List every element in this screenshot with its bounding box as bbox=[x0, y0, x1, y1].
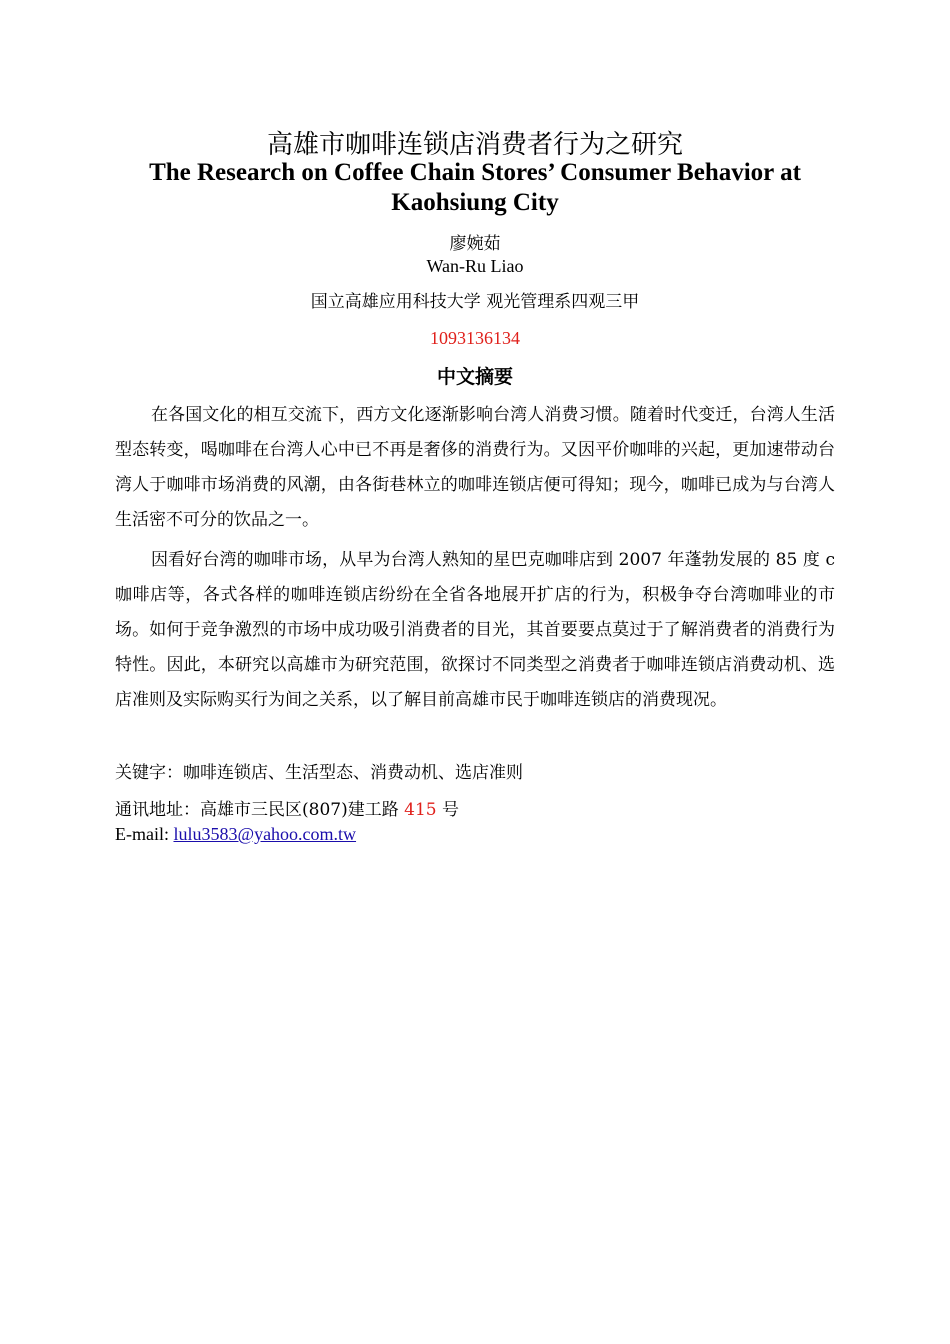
abstract-paragraph-2: 因看好台湾的咖啡市场，从早为台湾人熟知的星巴克咖啡店到 2007 年蓬勃发展的 85 度 c 咖啡店等，各式各样的咖啡连锁店纷纷在全省各地展开扩店的行为，积极争夺台湾咖啡业的市场。如何于竞争激烈的市场中成功吸引消费者的目光，其首要要点莫过于了解消费者的消费行为特性。因此，本研究以高雄市为研究范围，欲探讨不同类型之消费者于咖啡连锁店消费动机、选店准则及实际购买行为间之关系，以了解目前高雄市民于咖啡连锁店的消费现况。 bbox=[115, 550, 835, 710]
email-link[interactable]: lulu3583@yahoo.com.tw bbox=[173, 824, 357, 844]
author-name-chinese: 廖婉茹 bbox=[449, 234, 501, 254]
keywords-line: 关键字：咖啡连锁店、生活型态、消费动机、选店准则 bbox=[115, 763, 523, 783]
address-prefix: 通讯地址：高雄市三民区(807)建工路 bbox=[115, 800, 405, 820]
abstract-heading: 中文摘要 bbox=[436, 366, 513, 388]
email-label: E-mail: bbox=[115, 824, 174, 844]
title-chinese: 高雄市咖啡连锁店消费者行为之研究 bbox=[266, 130, 683, 160]
email-line bbox=[115, 822, 835, 846]
abstract-paragraph-1: 在各国文化的相互交流下，西方文化逐渐影响台湾人消费习惯。随着时代变迁，台湾人生活型态转变，喝咖啡在台湾人心中已不再是奢侈的消费行为。又因平价咖啡的兴起，更加速带动台湾人于咖啡市场消费的风潮，由各街巷林立的咖啡连锁店便可得知；现今，咖啡已成为与台湾人生活密不可分的饮品之一。 bbox=[115, 405, 835, 530]
address-number: 415 bbox=[404, 800, 437, 820]
author-name-english: Wan-Ru Liao bbox=[426, 256, 524, 276]
author-affiliation: 国立高雄应用科技大学 观光管理系四观三甲 bbox=[310, 292, 640, 312]
mailing-address bbox=[115, 798, 835, 822]
title-english: The Research on Coffee Chain Stores’ Consumer Behavior at Kaohsiung City bbox=[149, 159, 801, 216]
student-id: 1093136134 bbox=[430, 328, 520, 348]
address-suffix: 号 bbox=[436, 800, 459, 820]
